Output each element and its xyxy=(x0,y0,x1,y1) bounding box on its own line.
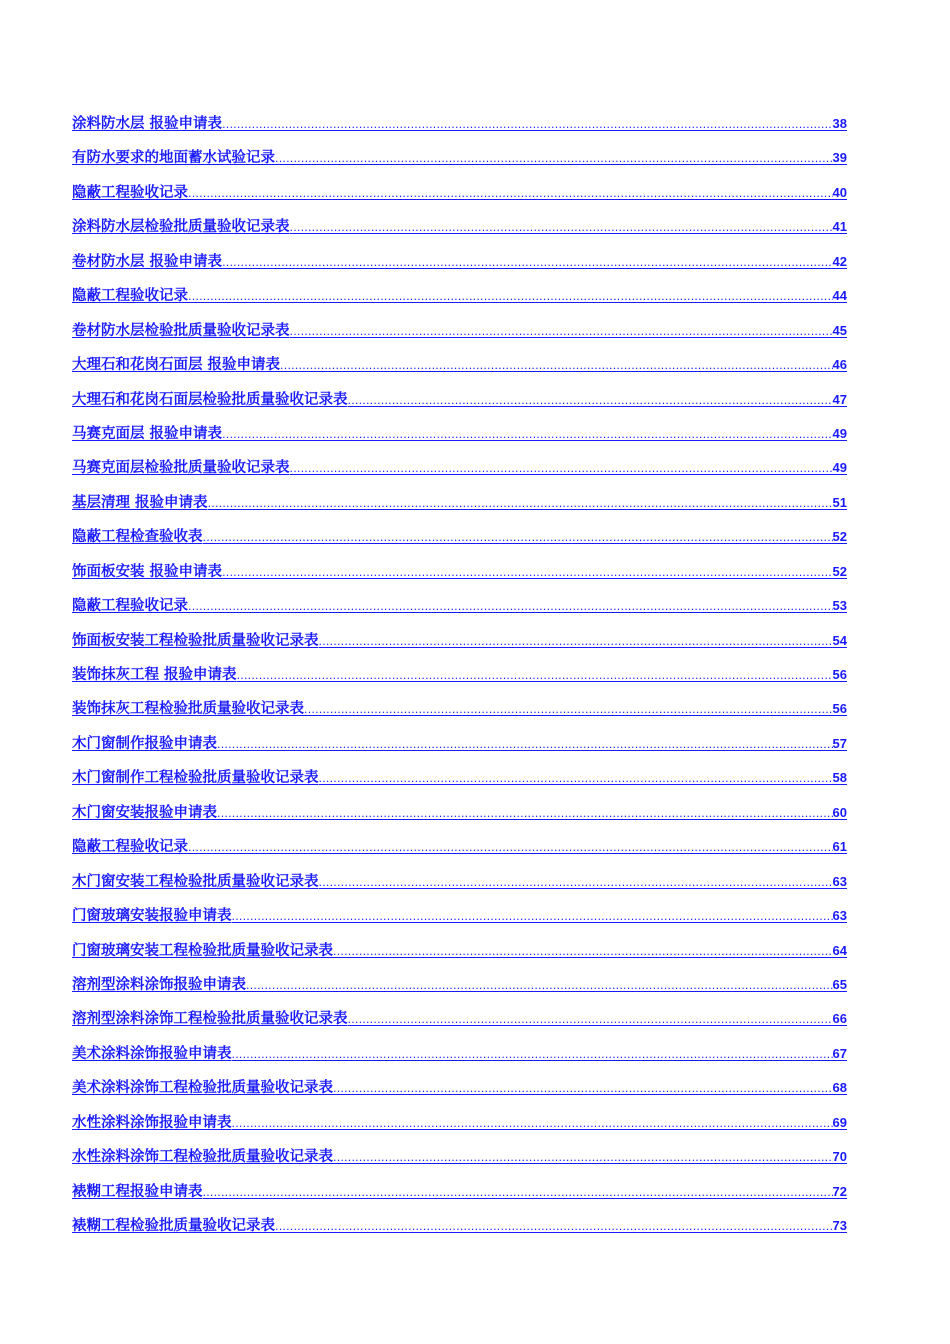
toc-dot-leader xyxy=(188,287,833,307)
toc-dot-leader xyxy=(188,838,833,858)
toc-page-number: 38 xyxy=(832,116,847,131)
toc-entry-title: 饰面板安装 报验申请表 xyxy=(72,563,223,580)
toc-page-number: 65 xyxy=(832,976,847,992)
toc-entry-title: 基层清理 报验申请表 xyxy=(72,494,208,511)
toc-page-number: 66 xyxy=(832,1011,847,1027)
toc-dot-leader xyxy=(319,873,833,893)
toc-entry-title: 大理石和花岗石面层检验批质量验收记录表 xyxy=(72,391,348,408)
toc-dot-leader xyxy=(222,425,832,445)
toc-entry[interactable] xyxy=(72,252,847,286)
toc-entry[interactable] xyxy=(72,872,847,906)
toc-dot-leader xyxy=(333,942,833,962)
toc-page-number: 72 xyxy=(832,1183,847,1199)
toc-entry[interactable] xyxy=(72,596,847,630)
toc-entry-title: 门窗玻璃安装工程检验批质量验收记录表 xyxy=(72,942,333,959)
toc-dot-leader xyxy=(348,1010,833,1030)
toc-page-number: 49 xyxy=(832,460,847,476)
toc-page-number: 57 xyxy=(832,735,847,751)
toc-page-number: 69 xyxy=(832,1114,847,1130)
toc-entry[interactable] xyxy=(72,355,847,389)
toc-dot-leader xyxy=(246,976,833,996)
toc-entry-title: 涂料防水层检验批质量验收记录表 xyxy=(72,219,290,236)
toc-page-number: 52 xyxy=(832,563,847,579)
toc-entry[interactable] xyxy=(72,631,847,665)
toc-entry[interactable] xyxy=(72,1182,847,1216)
toc-dot-leader xyxy=(188,184,833,204)
toc-entry[interactable] xyxy=(72,1147,847,1181)
toc-page-number: 39 xyxy=(832,150,847,166)
toc-dot-leader xyxy=(348,391,833,411)
toc-entry-title: 马赛克面层检验批质量验收记录表 xyxy=(72,460,290,477)
toc-dot-leader xyxy=(290,218,833,238)
toc-entry[interactable] xyxy=(72,975,847,1009)
toc-entry[interactable] xyxy=(72,803,847,837)
toc-dot-leader xyxy=(232,1045,833,1065)
toc-page-number: 51 xyxy=(832,494,847,510)
toc-page-number: 67 xyxy=(832,1045,847,1061)
toc-entry-title: 美术涂料涂饰报验申请表 xyxy=(72,1045,232,1062)
toc-page-number: 44 xyxy=(832,288,847,304)
toc-entry[interactable] xyxy=(72,458,847,492)
toc-entry[interactable] xyxy=(72,1078,847,1112)
toc-dot-leader xyxy=(290,459,833,479)
toc-dot-leader xyxy=(319,632,833,652)
toc-entry[interactable] xyxy=(72,1216,847,1250)
toc-entry-title: 裱糊工程报验申请表 xyxy=(72,1183,203,1200)
toc-entry-title: 木门窗安装工程检验批质量验收记录表 xyxy=(72,873,319,890)
toc-page-number: 47 xyxy=(832,391,847,407)
toc-entry[interactable] xyxy=(72,527,847,561)
toc-page-number: 53 xyxy=(832,598,847,614)
toc-page-number: 64 xyxy=(832,942,847,958)
toc-entry-title: 木门窗安装报验申请表 xyxy=(72,804,217,821)
toc-entry[interactable] xyxy=(72,148,847,182)
toc-page-number: 63 xyxy=(832,908,847,924)
toc-entry-title: 隐蔽工程验收记录 xyxy=(72,598,188,615)
toc-entry-title: 水性涂料涂饰工程检验批质量验收记录表 xyxy=(72,1149,333,1166)
toc-entry-title: 木门窗制作报验申请表 xyxy=(72,735,217,752)
toc-dot-leader xyxy=(333,1079,833,1099)
toc-page-number: 61 xyxy=(832,839,847,855)
toc-entry[interactable] xyxy=(72,424,847,458)
toc-dot-leader xyxy=(304,700,833,720)
toc-dot-leader xyxy=(319,769,833,789)
toc-page-number: 40 xyxy=(832,184,847,200)
toc-page-number: 70 xyxy=(832,1149,847,1165)
toc-entry[interactable] xyxy=(72,286,847,320)
toc-entry[interactable] xyxy=(72,699,847,733)
toc-page-number: 49 xyxy=(832,425,847,441)
toc-entry-title: 大理石和花岗石面层 报验申请表 xyxy=(72,357,281,374)
toc-entry[interactable] xyxy=(72,837,847,871)
table-of-contents xyxy=(72,114,847,1250)
toc-entry-title: 隐蔽工程验收记录 xyxy=(72,288,188,305)
toc-page-number: 45 xyxy=(832,322,847,338)
toc-page-number: 58 xyxy=(832,770,847,786)
toc-entry[interactable] xyxy=(72,493,847,527)
toc-entry[interactable] xyxy=(72,665,847,699)
toc-entry-title: 隐蔽工程验收记录 xyxy=(72,184,188,201)
toc-entry[interactable] xyxy=(72,906,847,940)
toc-page-number: 52 xyxy=(832,529,847,545)
toc-entry[interactable] xyxy=(72,1044,847,1078)
toc-entry-title: 门窗玻璃安装报验申请表 xyxy=(72,908,232,925)
toc-entry[interactable] xyxy=(72,941,847,975)
toc-page-number: 41 xyxy=(832,219,847,235)
toc-entry-title: 木门窗制作工程检验批质量验收记录表 xyxy=(72,770,319,787)
toc-page-number: 68 xyxy=(832,1080,847,1096)
toc-entry-title: 隐蔽工程验收记录 xyxy=(72,839,188,856)
toc-dot-leader xyxy=(222,115,832,135)
toc-page-number: 63 xyxy=(832,873,847,889)
toc-entry[interactable] xyxy=(72,1113,847,1147)
toc-entry-title: 装饰抹灰工程检验批质量验收记录表 xyxy=(72,701,304,718)
toc-entry[interactable] xyxy=(72,734,847,768)
toc-entry[interactable] xyxy=(72,562,847,596)
toc-page-number: 54 xyxy=(832,632,847,648)
toc-dot-leader xyxy=(333,1148,833,1168)
toc-entry-title: 水性涂料涂饰报验申请表 xyxy=(72,1114,232,1131)
toc-page-number: 56 xyxy=(832,701,847,717)
toc-dot-leader xyxy=(188,597,833,617)
toc-page-number: 73 xyxy=(832,1218,847,1233)
toc-dot-leader xyxy=(232,1114,833,1134)
toc-dot-leader xyxy=(203,528,833,548)
toc-entry-title: 卷材防水层 报验申请表 xyxy=(72,253,223,270)
toc-dot-leader xyxy=(222,563,832,583)
toc-dot-leader xyxy=(217,735,833,755)
toc-page-number: 56 xyxy=(832,667,847,682)
toc-entry[interactable] xyxy=(72,1009,847,1043)
toc-dot-leader xyxy=(208,494,833,514)
toc-page-number: 46 xyxy=(832,357,847,373)
toc-entry-title: 隐蔽工程检查验收表 xyxy=(72,529,203,546)
toc-dot-leader xyxy=(232,907,833,927)
toc-entry-title: 溶剂型涂料涂饰报验申请表 xyxy=(72,976,246,993)
toc-entry-title: 溶剂型涂料涂饰工程检验批质量验收记录表 xyxy=(72,1011,348,1028)
toc-entry[interactable] xyxy=(72,183,847,217)
toc-entry[interactable] xyxy=(72,768,847,802)
toc-dot-leader xyxy=(275,149,833,169)
toc-entry[interactable] xyxy=(72,321,847,355)
toc-entry-title: 饰面板安装工程检验批质量验收记录表 xyxy=(72,632,319,649)
toc-dot-leader xyxy=(217,804,833,824)
toc-entry-title: 马赛克面层 报验申请表 xyxy=(72,425,223,442)
toc-entry-title: 裱糊工程检验批质量验收记录表 xyxy=(72,1218,275,1234)
toc-dot-leader xyxy=(290,322,833,342)
toc-entry-title: 装饰抹灰工程 报验申请表 xyxy=(72,667,237,683)
toc-entry[interactable] xyxy=(72,114,847,148)
toc-page-number: 60 xyxy=(832,804,847,820)
toc-dot-leader xyxy=(203,1183,833,1203)
toc-entry[interactable] xyxy=(72,390,847,424)
toc-entry[interactable] xyxy=(72,217,847,251)
toc-entry-title: 卷材防水层检验批质量验收记录表 xyxy=(72,322,290,339)
toc-entry-title: 有防水要求的地面蓄水试验记录 xyxy=(72,150,275,167)
toc-page-number: 42 xyxy=(832,253,847,269)
toc-dot-leader xyxy=(237,666,833,686)
toc-entry-title: 涂料防水层 报验申请表 xyxy=(72,116,223,132)
toc-entry-title: 美术涂料涂饰工程检验批质量验收记录表 xyxy=(72,1080,333,1097)
toc-dot-leader xyxy=(275,1217,833,1237)
toc-dot-leader xyxy=(222,253,832,273)
toc-dot-leader xyxy=(280,356,832,376)
